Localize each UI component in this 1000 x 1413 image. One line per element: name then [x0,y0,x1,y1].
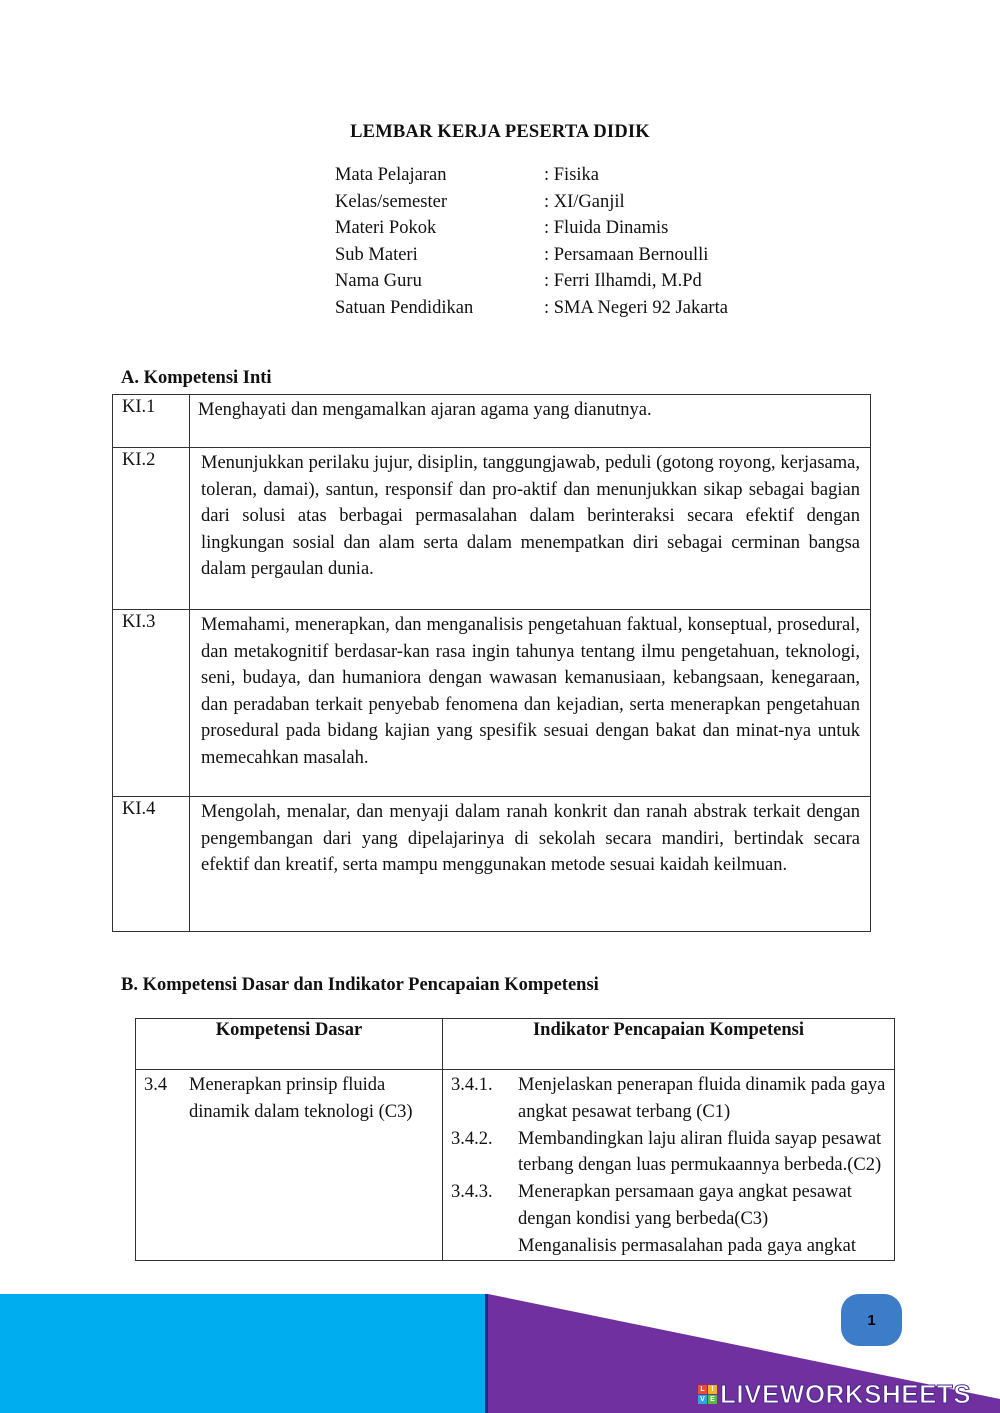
meta-row-teacher [335,268,728,295]
col-header: Kompetensi Dasar [136,1019,443,1070]
logo-grid-icon: L I V E [698,1385,717,1404]
kd-number: 3.4 [144,1075,168,1095]
meta-row-topic [335,215,728,242]
meta-block [335,162,728,322]
kd-text: Menerapkan prinsip fluida dinamik dalam teknologi (C3) [189,1075,413,1122]
table-row [136,1070,895,1261]
meta-value: : Ferri Ilhamdi, M.Pd [544,271,702,292]
ki-code: KI.4 [113,797,190,932]
meta-value: : Fisika [544,165,599,185]
page-number-badge: 1 [841,1294,902,1346]
indicator-text: Menjelaskan penerapan fluida dinamik pada gaya angkat pesawat terbang (C1) [518,1075,886,1122]
list-item [443,1126,894,1180]
ki-code: KI.3 [113,610,190,797]
meta-value: : Persamaan Bernoulli [544,244,709,265]
meta-label: Nama Guru [335,271,422,292]
kompetensi-dasar-table [135,1018,895,1261]
meta-label: Kelas/semester [335,191,447,212]
table-row [113,797,871,932]
ki-text: Memahami, menerapkan, dan menganalisis pengetahuan faktual, konseptual, prosedural, dan metakognitif berdasar-kan rasa ingin tahunya tentang ilmu pengetahuan, teknologi, seni, budaya, dan humaniora dengan wawasan kemanusiaan, kebangsaan, kenegaraan, dan peradaban terkait penyebab fenomena dan kejadian, serta menerapkan pengetahuan prosedural pada bidang kajian yang spesifik sesuai dengan bakat dan minat-nya untuk memecahkan masalah. [190,610,871,797]
meta-value: : Fluida Dinamis [544,218,669,239]
meta-row-class [335,189,728,216]
indicator-number [451,1233,518,1260]
list-item [443,1233,894,1260]
table-row [113,448,871,610]
meta-label: Materi Pokok [335,218,437,239]
indicator-text: Menerapkan persamaan gaya angkat pesawat dengan kondisi yang berbeda(C3) [518,1182,852,1229]
list-item [443,1179,894,1233]
meta-value: : XI/Ganjil [544,191,625,212]
table-row [113,610,871,797]
meta-row-school [335,295,728,322]
meta-label: Sub Materi [335,244,418,265]
section-b-heading: B. Kompetensi Dasar dan Indikator Pencapaian Kompetensi [121,975,599,995]
ki-text: Menunjukkan perilaku jujur, disiplin, tanggungjawab, peduli (gotong royong, kerjasama, toleran, damai), santun, responsif dan pro-aktif dan menunjukkan sikap sebagai bagian dari solusi atas berbagai permasalahan dalam berinteraksi secara efektif dengan lingkungan sosial dan alam serta dalam menempatkan diri sebagai cerminan bangsa dalam pergaulan dunia. [190,448,871,610]
indicator-number: 3.4.1. [451,1075,493,1095]
table-header-row [136,1019,895,1070]
indicator-cell [443,1070,895,1261]
meta-value: : SMA Negeri 92 Jakarta [544,297,728,318]
liveworksheets-logo [698,1379,971,1410]
meta-row-subtopic [335,242,728,269]
kd-cell [136,1070,443,1261]
meta-label: Satuan Pendidikan [335,297,474,318]
table-row [113,395,871,448]
indicator-text: Membandingkan laju aliran fluida sayap pesawat terbang dengan luas permukaannya berbeda.(C2) [518,1128,882,1176]
ki-text: Menghayati dan mengamalkan ajaran agama yang dianutnya. [190,395,871,448]
col-header: Indikator Pencapaian Kompetensi [443,1019,895,1070]
list-item [443,1072,894,1126]
meta-row-subject [335,162,728,189]
ki-code: KI.1 [113,395,190,448]
brand-name: LIVEWORKSHEETS [720,1379,972,1409]
ki-text: Mengolah, menalar, dan menyaji dalam ranah konkrit dan ranah abstrak terkait dengan pengembangan dari yang dipelajarinya di sekolah secara mandiri, bertindak secara efektif dan kreatif, serta mampu menggunakan metode sesuai kaidah keilmuan. [190,797,871,932]
indicator-text: Menganalisis permasalahan pada gaya angkat [518,1235,857,1256]
indicator-number: 3.4.3. [451,1182,493,1203]
section-a-heading: A. Kompetensi Inti [121,368,272,388]
meta-label: Mata Pelajaran [335,165,447,185]
indicator-number: 3.4.2. [451,1128,493,1149]
kompetensi-inti-table [112,394,871,932]
footer-blue-band [0,1294,488,1413]
worksheet-title: LEMBAR KERJA PESERTA DIDIK [350,122,650,142]
ki-code: KI.2 [113,448,190,610]
